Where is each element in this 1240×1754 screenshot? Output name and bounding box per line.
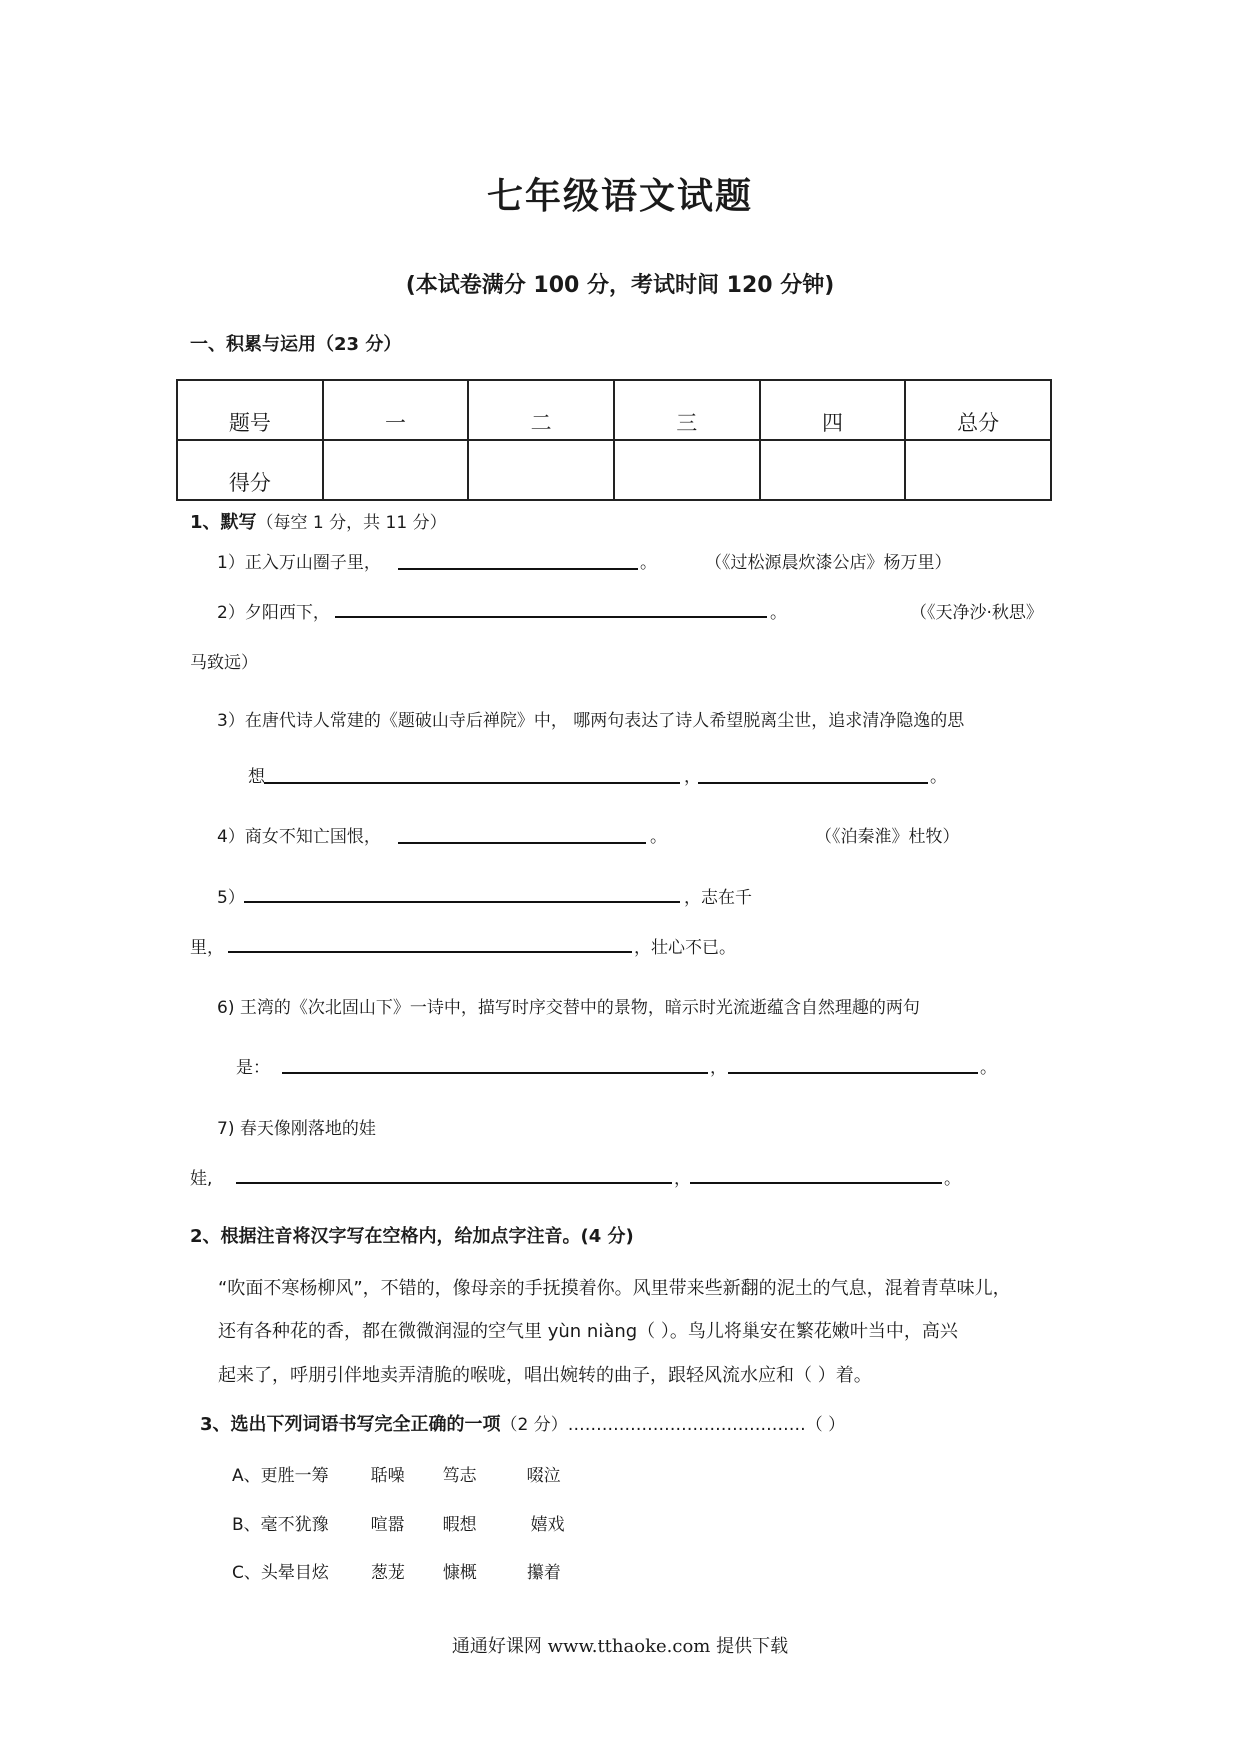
q1-item-4-blank[interactable] bbox=[398, 842, 646, 844]
exam-subtitle: (本试卷满分 100 分，考试时间 120 分钟) bbox=[405, 273, 835, 298]
option-c[interactable] bbox=[232, 1558, 561, 1583]
question-1-label: 1、默写 bbox=[190, 512, 257, 533]
option-word: 喧嚣 bbox=[370, 1515, 405, 1535]
q1-item-3-mid: ， bbox=[684, 767, 701, 787]
option-word: 更胜一筹 bbox=[260, 1466, 329, 1486]
question-2-heading: 2、根据注音将汉字写在空格内，给加点字注音。(4 分) bbox=[190, 1226, 634, 1247]
question-2-passage-line-1: “吹面不寒杨柳风”，不错的，像母亲的手抚摸着你。风里带来些新翻的泥土的气息，混着青草味儿， bbox=[218, 1278, 1011, 1299]
q1-item-6-blank-2[interactable] bbox=[728, 1072, 978, 1074]
q1-item-6-blank-1[interactable] bbox=[282, 1072, 708, 1074]
q1-item-2-end: 。 bbox=[770, 603, 787, 623]
q1-item-3-blank-2[interactable] bbox=[698, 782, 928, 784]
score-cell-header: 总分 bbox=[905, 380, 1051, 440]
q1-item-3-end: 。 bbox=[930, 767, 947, 787]
option-word: 头晕目炫 bbox=[260, 1563, 329, 1583]
option-word: 慷概 bbox=[442, 1563, 477, 1583]
q1-item-5-cont: 里， bbox=[190, 938, 224, 958]
q1-item-2-source: （《天净沙·秋思》 bbox=[910, 603, 1043, 623]
q1-item-6-cont: 是： bbox=[236, 1058, 270, 1078]
q1-item-7-blank-1[interactable] bbox=[236, 1182, 672, 1184]
q1-item-7-mid: ， bbox=[674, 1169, 691, 1189]
q1-item-4-source: （《泊秦淮》杜牧） bbox=[815, 827, 960, 847]
option-word: 聒噪 bbox=[370, 1466, 405, 1486]
option-word: 攥着 bbox=[526, 1563, 561, 1583]
score-cell-header: 四 bbox=[760, 380, 906, 440]
score-cell-header: 一 bbox=[323, 380, 469, 440]
option-a[interactable] bbox=[232, 1461, 561, 1486]
question-1-heading bbox=[190, 508, 447, 534]
option-a-letter: A、 bbox=[232, 1466, 261, 1486]
question-3-note: （2 分）……………………………………（ ） bbox=[500, 1415, 846, 1435]
option-word: 嬉戏 bbox=[530, 1515, 565, 1535]
q1-item-6-text: 6) 王湾的《次北固山下》一诗中，描写时序交替中的景物，暗示时光流逝蕴含自然理趣的两句 bbox=[217, 998, 920, 1018]
q1-item-2-blank[interactable] bbox=[335, 616, 767, 618]
q1-item-4-end: 。 bbox=[650, 827, 667, 847]
option-b-letter: B、 bbox=[232, 1515, 261, 1535]
section-heading: 一、积累与运用（23 分） bbox=[190, 334, 402, 355]
score-cell-blank[interactable] bbox=[760, 440, 906, 500]
page-footer: 通通好课网 www.tthaoke.com 提供下载 bbox=[451, 1636, 789, 1657]
q1-item-7-end: 。 bbox=[944, 1169, 961, 1189]
score-table bbox=[176, 379, 1052, 501]
q1-item-1-end: 。 bbox=[640, 553, 657, 573]
question-2-passage-line-3: 起来了，呼朋引伴地卖弄清脆的喉咙，唱出婉转的曲子，跟轻风流水应和（ ）着。 bbox=[218, 1365, 872, 1386]
question-1-note: （每空 1 分，共 11 分） bbox=[256, 513, 447, 533]
option-word: 笃志 bbox=[442, 1466, 477, 1486]
q1-item-6-end: 。 bbox=[980, 1058, 997, 1078]
q1-item-4-text: 4）商女不知亡国恨， bbox=[217, 827, 381, 847]
score-table-score-row bbox=[177, 440, 1051, 500]
page-title: 七年级语文试题 bbox=[486, 176, 753, 217]
score-cell-label: 题号 bbox=[177, 380, 323, 440]
q1-item-1-source: （《过松源晨炊漆公店》杨万里） bbox=[705, 553, 952, 573]
option-word: 暇想 bbox=[442, 1515, 477, 1535]
score-cell-blank[interactable] bbox=[468, 440, 614, 500]
option-b[interactable] bbox=[232, 1510, 565, 1535]
option-word: 毫不犹豫 bbox=[260, 1515, 329, 1535]
q1-item-7-cont: 娃, bbox=[190, 1169, 213, 1189]
q1-item-7-blank-2[interactable] bbox=[690, 1182, 942, 1184]
question-3-heading bbox=[200, 1410, 845, 1436]
score-table-header-row bbox=[177, 380, 1051, 440]
q1-item-7-text: 7) 春天像刚落地的娃 bbox=[217, 1119, 376, 1139]
score-cell-blank[interactable] bbox=[905, 440, 1051, 500]
question-2-passage-line-2: 还有各种花的香，都在微微润湿的空气里 yùn niàng（ ）。鸟儿将巢安在繁花嫩叶当中，高兴 bbox=[218, 1321, 958, 1342]
q1-item-5-text: 5） bbox=[217, 888, 245, 908]
question-3-label: 3、选出下列词语书写完全正确的一项 bbox=[200, 1414, 501, 1435]
score-cell-blank[interactable] bbox=[614, 440, 760, 500]
q1-item-2-text: 2）夕阳西下， bbox=[217, 603, 330, 623]
q1-item-3-cont: 想 bbox=[248, 767, 265, 787]
q1-item-2-source-cont: 马致远） bbox=[190, 653, 258, 673]
score-cell-header: 二 bbox=[468, 380, 614, 440]
q1-item-1-blank[interactable] bbox=[398, 568, 638, 570]
q1-item-3-blank-1[interactable] bbox=[264, 782, 680, 784]
q1-item-5-end: ，壮心不已。 bbox=[634, 938, 736, 958]
option-word: 啜泣 bbox=[526, 1466, 561, 1486]
score-cell-blank[interactable] bbox=[323, 440, 469, 500]
q1-item-5-blank-1[interactable] bbox=[244, 901, 680, 903]
q1-item-3-text: 3）在唐代诗人常建的《题破山寺后禅院》中， 哪两句表达了诗人希望脱离尘世，追求清净隐逸的思 bbox=[217, 711, 965, 731]
q1-item-5-blank-2[interactable] bbox=[228, 951, 632, 953]
q1-item-5-mid: ，志在千 bbox=[684, 888, 752, 908]
score-cell-header: 三 bbox=[614, 380, 760, 440]
q1-item-1-text: 1）正入万山圈子里， bbox=[217, 553, 381, 573]
score-cell-label: 得分 bbox=[177, 440, 323, 500]
q1-item-6-mid: ， bbox=[710, 1058, 727, 1078]
option-word: 葱茏 bbox=[370, 1563, 405, 1583]
option-c-letter: C、 bbox=[232, 1563, 261, 1583]
